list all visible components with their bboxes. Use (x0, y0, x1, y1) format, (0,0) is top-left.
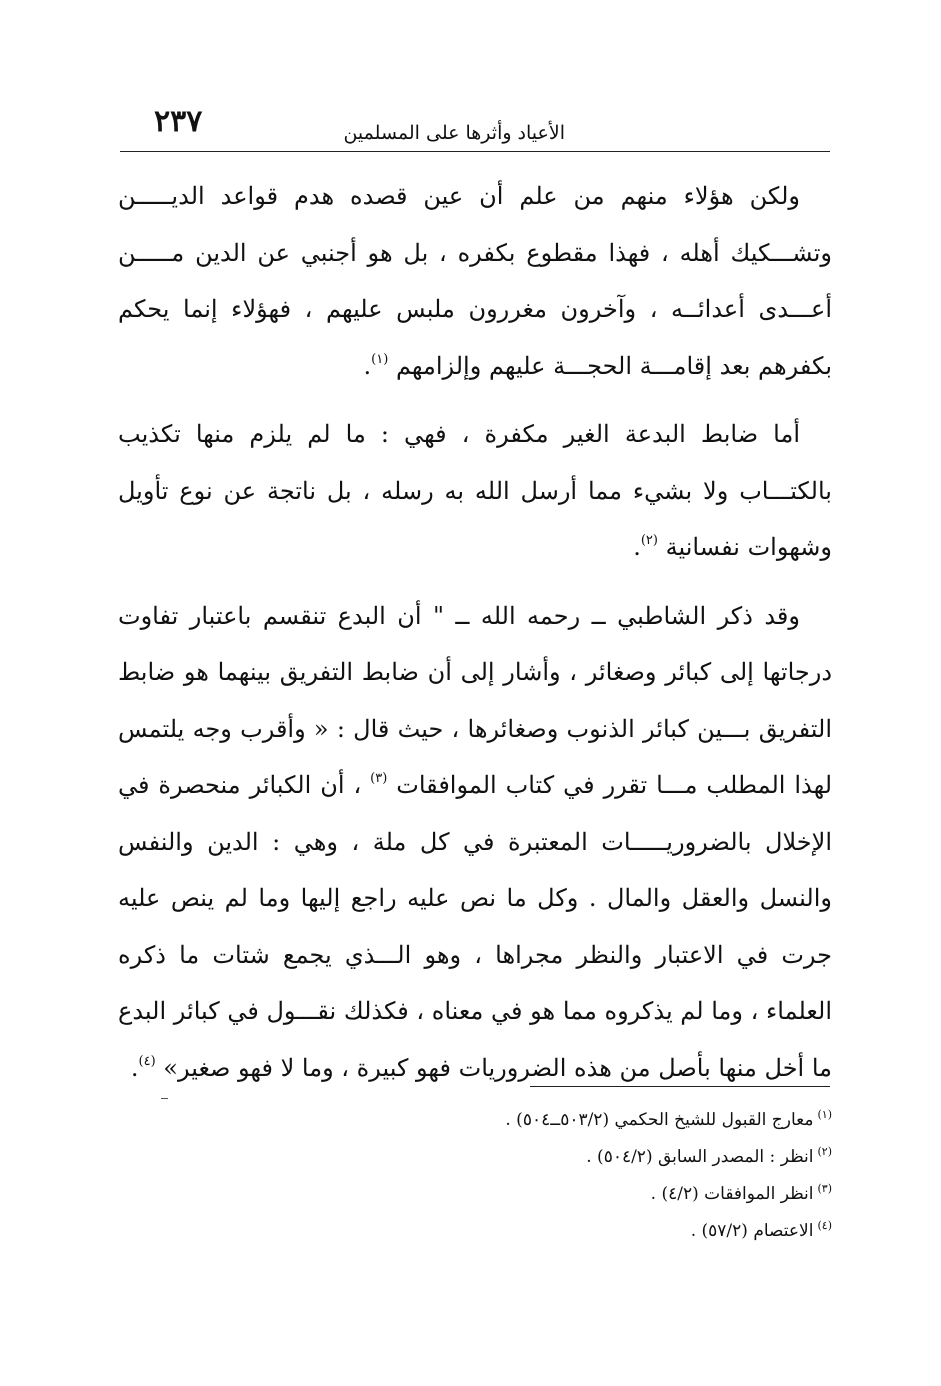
page-number: ٢٣٧ (154, 104, 203, 139)
footnote-4 (118, 1210, 832, 1247)
footnote-text: معارج القبول للشيخ الحكمي (٥٠٣/٢ــ٥٠٤) . (505, 1110, 814, 1130)
header-rule (120, 151, 830, 152)
footnote-number: (٣) (817, 1182, 832, 1195)
paragraph-3-text: وقد ذكر الشاطبي ــ رحمه الله ــ " أن البدع تنقسم باعتبار تفاوت درجاتها إلى كبائر وصغائر ، وأشار إلى أن ضابط التفريق بينهما هو ضابط التفريق بـــين كبائر الذنوب وصغائرها ، حيث قال : « وأقرب وجه يلتمس لهذا المطلب مـــا تقرر في كتاب الموافقات (118, 601, 833, 799)
footnote-number: (٤) (817, 1219, 832, 1232)
footnote-text: الاعتصام (٥٧/٢) . (690, 1221, 814, 1241)
footnote-ref-3: (٣) (370, 771, 388, 786)
paragraph-3-end: . (130, 1053, 139, 1082)
page-header (120, 100, 830, 152)
footnote-number: (٢) (817, 1145, 832, 1158)
paragraph-1-tail: . (363, 351, 372, 380)
paragraph-2 (118, 406, 832, 576)
footnote-text: انظر : المصدر السابق (٥٠٤/٢) . (586, 1147, 814, 1167)
footnote-ref-2: (٢) (640, 533, 658, 548)
paragraph-3-tail: ، أن الكبائر منحصرة في الإخلال بالضروريـــــات المعتبرة في كل ملة ، وهي : الدين والنفس والنسل والعقل والمال . وكل ما نص عليه راجع إليها وما لم ينص عليه جرت في الاعتبار والنظر مجراها ، وهو الـــذي يجمع شتات ما ذكره العلماء ، وما لم يذكروه مما هو في معناه ، فكذلك نقـــول في كبائر البدع ما أخل منها بأصل من هذه الضروريات فهو كبيرة ، وما لا فهو صغير» (118, 771, 832, 1082)
footnote-2 (118, 1136, 832, 1173)
paragraph-2-tail: . (633, 533, 641, 561)
footnote-3 (118, 1173, 832, 1210)
footnotes (118, 1099, 832, 1247)
footnote-rule (530, 1086, 830, 1087)
paragraph-1 (118, 168, 832, 394)
footnote-1 (118, 1099, 832, 1136)
footnote-ref-1: (١) (371, 351, 389, 367)
paragraph-2-text: أما ضابط البدعة الغير مكفرة ، فهي : ما لم يلزم منها تكذيب بالكتـــاب ولا بشيء مما أرسل الله به رسله ، بل ناتجة عن نوع تأويل وشهوات نفسانية (118, 420, 832, 561)
footnote-ref-4: (٤) (138, 1053, 156, 1069)
running-title: الأعياد وأثرها على المسلمين (343, 122, 565, 144)
footnote-text: انظر الموافقات (٤/٢) . (650, 1184, 814, 1204)
paragraph-1-text: ولكن هؤلاء منهم من علم أن عين قصده هدم قواعد الديـــــن وتشـــكيك أهله ، فهذا مقطوع بكفره ، بل هو أجنبي عن الدين مـــــن أعـــدى أعدائــه ، وآخرون مغررون ملبس عليهم ، فهؤلاء إنما يحكم بكفرهم بعد إقامـــة الحجـــة عليهم وإلزامهم (118, 182, 832, 380)
footnote-number: (١) (817, 1108, 832, 1121)
paragraph-3 (118, 588, 832, 1097)
body-text (118, 168, 832, 1096)
